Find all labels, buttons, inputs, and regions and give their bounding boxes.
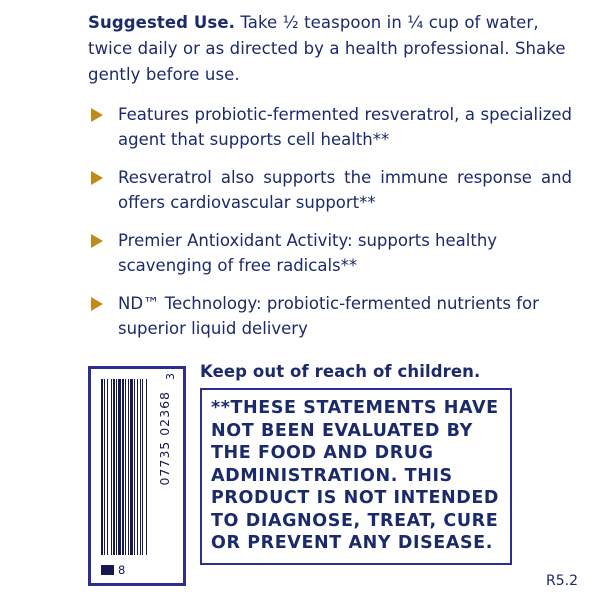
fda-disclaimer-box xyxy=(200,388,512,565)
barcode-bars-icon xyxy=(101,379,147,555)
barcode-top-digit: 3 xyxy=(164,373,177,380)
barcode-block xyxy=(88,366,186,586)
lower-section xyxy=(0,358,600,600)
barcode-footer xyxy=(101,563,125,577)
benefit-bullet-list xyxy=(88,102,578,341)
bullet-text: Premier Antioxidant Activity: supports healthy scavenging of free radicals** xyxy=(118,231,498,275)
triangle-bullet-icon xyxy=(91,108,103,122)
bullet-text: Features probiotic-fermented resveratrol, a specialized agent that supports cell health** xyxy=(118,105,572,149)
bullet-text: ND™ Technology: probiotic-fermented nutrients for superior liquid delivery xyxy=(118,294,539,338)
bullet-text: Resveratrol also supports the immune response and offers cardiovascular support** xyxy=(118,168,572,212)
triangle-bullet-icon xyxy=(91,171,103,185)
triangle-bullet-icon xyxy=(91,234,103,248)
suggested-use-heading: Suggested Use. xyxy=(88,13,235,32)
list-item xyxy=(88,291,578,341)
barcode-bottom-digit: 8 xyxy=(118,563,126,577)
fda-disclaimer-text: **THESE STATEMENTS HAVE NOT BEEN EVALUATED BY THE FOOD AND DRUG ADMINISTRATION. THIS PRODUCT IS NOT INTENDED TO DIAGNOSE, TREAT, CURE OR PREVENT ANY DISEASE. xyxy=(211,398,500,553)
suggested-use-text: Take ½ teaspoon in ¼ cup of water, twice daily or as directed by a health professional. Shake gently before use. xyxy=(88,13,566,84)
barcode-block-mark xyxy=(101,565,114,575)
list-item xyxy=(88,102,578,152)
revision-code: R5.2 xyxy=(546,573,578,589)
list-item xyxy=(88,165,578,215)
keep-out-of-reach-text: Keep out of reach of children. xyxy=(200,362,481,381)
list-item xyxy=(88,228,578,278)
barcode-digits: 07735 02368 xyxy=(157,391,172,486)
suggested-use-paragraph xyxy=(88,10,578,88)
triangle-bullet-icon xyxy=(91,297,103,311)
